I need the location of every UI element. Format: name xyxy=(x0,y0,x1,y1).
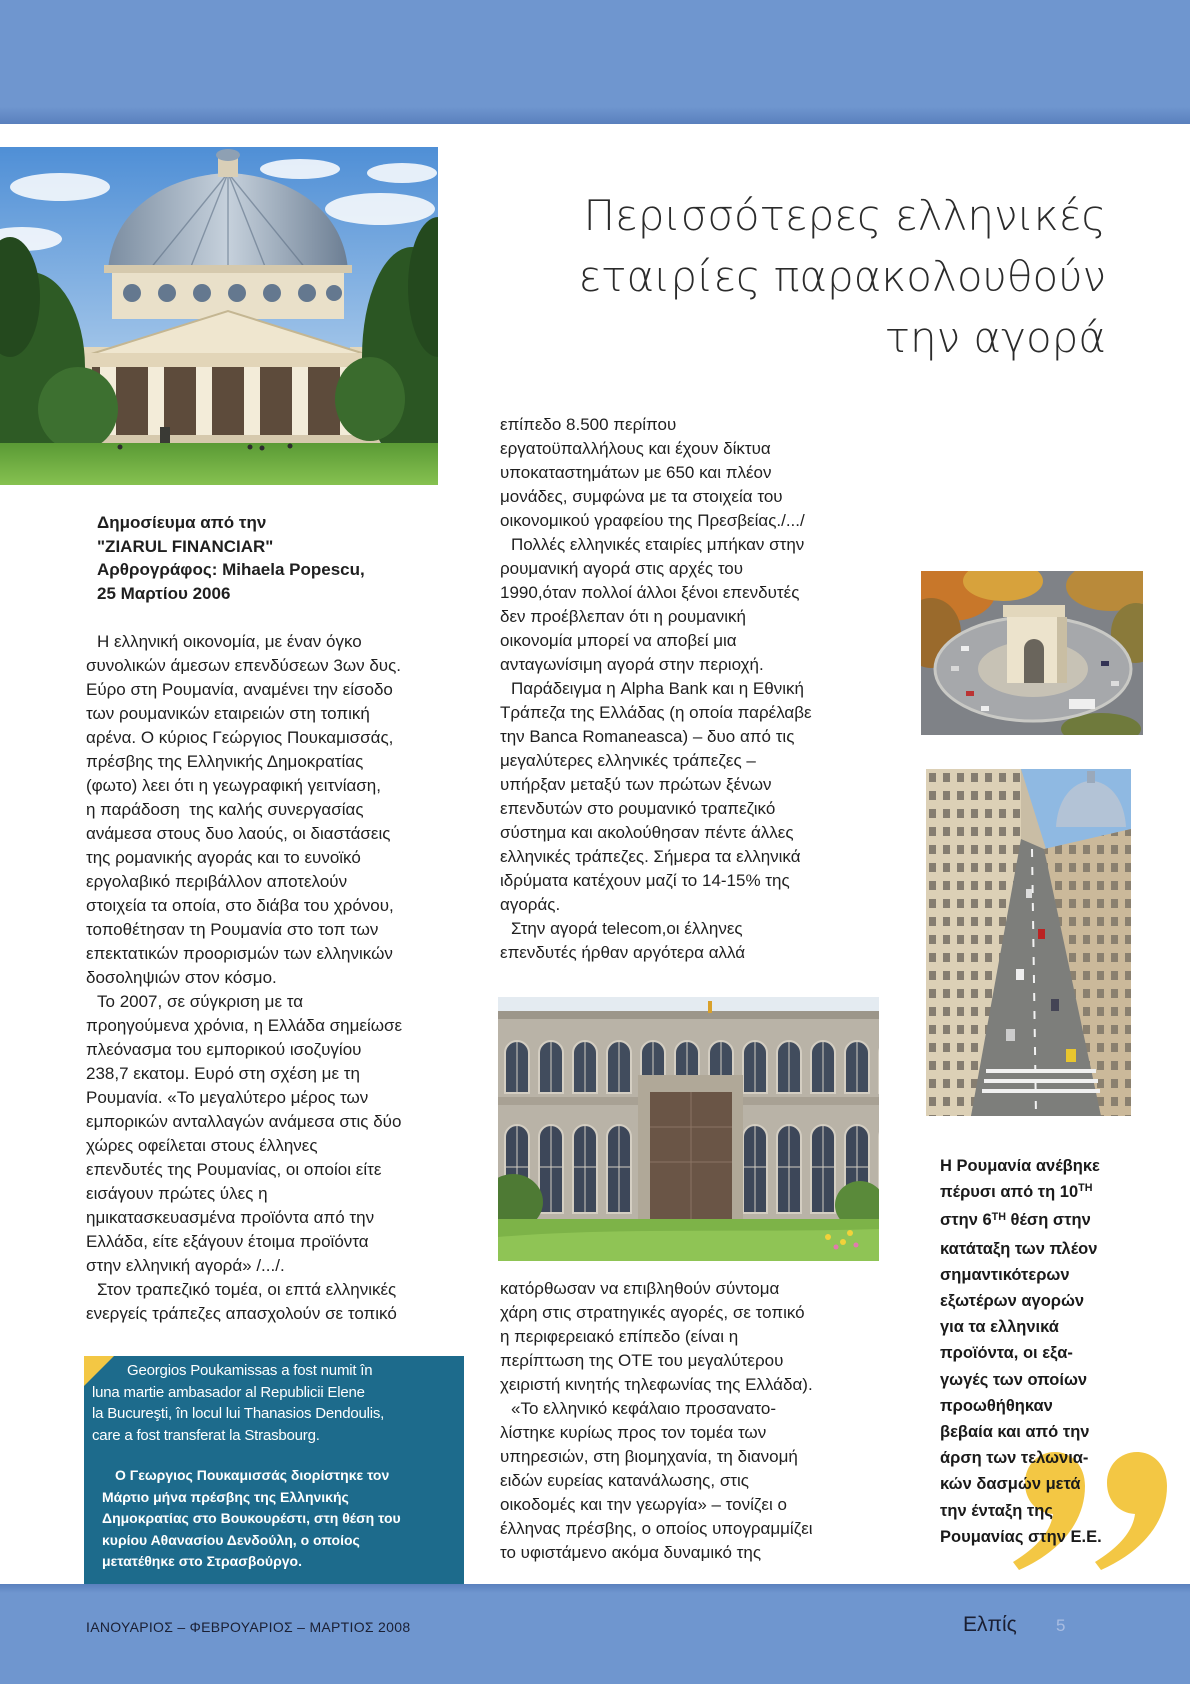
text-line: δεν προέβλεπαν ότι η ρουμανική xyxy=(500,607,746,626)
text-line: στοιχεία τα οποία, στο διάβα του χρόνου, xyxy=(86,896,394,915)
text-line: την Banca Romaneasca) – δυο από τις xyxy=(500,727,795,746)
pull-quote-line xyxy=(940,1179,1102,1207)
pull-quote-line: προωθήθηκαν xyxy=(940,1396,1053,1415)
article-title xyxy=(578,185,1106,368)
text-line: αρένα. Ο κύριος Γεώργιος Πουκαμισσάς, xyxy=(86,728,394,747)
text-line: οικονομικού γραφείου της Πρεσβείας./.../ xyxy=(500,511,805,530)
note-line: Δημοκρατίας στο Βουκουρέστι, στη θέση του xyxy=(102,1510,401,1526)
title-line: Περισσότερες ελληνικές xyxy=(583,191,1106,240)
text-line: ανταγωνίσιμη αγορά στην περιοχή. xyxy=(500,655,764,674)
text-line: εργολαβικό περιβάλλον αποτελούν xyxy=(86,872,348,891)
text-line: σύστημα και ακολούθησαν πέντε άλλες xyxy=(500,823,794,842)
issue-date: ΙΑΝΟΥΑΡΙΟΣ – ΦΕΒΡΟΥΑΡΙΟΣ – ΜΑΡΤΙΟΣ 2008 xyxy=(86,1619,411,1635)
text-line: μεγαλύτερες ελληνικές τράπεζες – xyxy=(500,751,756,770)
page-number: 5 xyxy=(1056,1616,1066,1635)
text-line: επίπεδο 8.500 περίπου xyxy=(500,415,677,434)
line-text: πέρυσι από τη 10 xyxy=(940,1183,1079,1202)
text-line: ελληνικές τράπεζες. Σήμερα τα ελληνικά xyxy=(500,847,801,866)
title-line: την αγορά xyxy=(884,313,1106,362)
superscript: ΤΗ xyxy=(991,1210,1006,1223)
text-line: ημικατασκευασμένα προϊόντα από την xyxy=(86,1208,375,1227)
note-line: la Bucureşti, în locul lui Thanasios Dendoulis, xyxy=(92,1405,385,1423)
ambassador-note-box xyxy=(84,1356,464,1584)
text-line: ειδών ευρείας κατανάλωσης, στις xyxy=(500,1471,749,1490)
text-line: 1990,όταν πολλοί άλλοι ξένοι επενδυτές xyxy=(500,583,800,602)
text-line: το υφιστάμενο ακόμα δυναμικό της xyxy=(500,1543,762,1562)
byline-line: 25 Μαρτίου 2006 xyxy=(97,583,231,603)
title-line: εταιρίες παρακολουθούν xyxy=(578,252,1106,301)
text-line: Η ελληνική οικονομία, με έναν όγκο xyxy=(97,632,362,651)
left-column-text xyxy=(86,630,402,1326)
middle-column-text-bottom xyxy=(500,1277,813,1565)
note-line: Ο Γεωργιος Πουκαμισσάς διορίστηκε τον xyxy=(115,1467,390,1483)
pull-quote-line: την ένταξη της xyxy=(940,1501,1053,1520)
triumphal-arch-photo xyxy=(921,571,1143,735)
pull-quote-line: κατάταξη των πλέον xyxy=(940,1239,1098,1258)
text-line: Παράδειγμα η Alpha Bank και η Εθνική xyxy=(511,679,804,698)
text-line: στην ελληνική αγορά» /.../. xyxy=(86,1256,285,1275)
city-street-photo xyxy=(926,769,1131,1116)
note-line: care a fost transferat la Strasbourg. xyxy=(92,1426,320,1444)
middle-column-text-top xyxy=(500,413,812,965)
text-line: προηγούμενα χρόνια, η Ελλάδα σημείωσε xyxy=(86,1016,403,1035)
text-line: Το 2007, σε σύγκριση με τα xyxy=(97,992,304,1011)
note-line: μετατέθηκε στο Στρασβούργο. xyxy=(102,1553,302,1569)
text-line: Τράπεζα της Ελλάδας (η οποία παρέλαβε xyxy=(500,703,812,722)
text-line: χώρες οφείλεται στους έλληνες xyxy=(86,1136,318,1155)
text-line: της ρομανικής αγοράς και το ευνοϊκό xyxy=(86,848,361,867)
byline-line: "ZIARUL FINANCIAR" xyxy=(97,536,274,556)
byline xyxy=(97,511,365,605)
arched-building-photo xyxy=(498,997,879,1261)
pull-quote-line xyxy=(940,1207,1102,1235)
text-line: εργατοϋπαλλήλους και έχουν δίκτυα xyxy=(500,439,771,458)
text-line: έλληνας πρέσβης, ο οποίος υπογραμμίζει xyxy=(500,1519,813,1538)
text-line: ρουμανική αγορά στις αρχές του xyxy=(500,559,744,578)
byline-line: Αρθρογράφος: Mihaela Popescu, xyxy=(97,560,365,580)
pull-quote-line: βεβαία και από την xyxy=(940,1423,1090,1442)
text-line: τοποθέτησαν τη Ρουμανία στο τοπ των xyxy=(86,920,379,939)
text-line: πρέσβης της Ελληνικής Δημοκρατίας xyxy=(86,752,364,771)
text-line: ενεργείς τράπεζες απασχολούν σε τοπικό xyxy=(86,1304,397,1323)
text-line: Στην αγορά telecom,οι έλληνες xyxy=(511,919,743,938)
text-line: Πολλές ελληνικές εταιρίες μπήκαν στην xyxy=(511,535,805,554)
text-line: υποκαταστημάτων με 650 και πλέον xyxy=(500,463,772,482)
text-line: εμπορικών ανταλλαγών ανάμεσα στις δύο xyxy=(86,1112,402,1131)
pull-quote-line: σημαντικότερων xyxy=(940,1265,1070,1284)
text-line: υπήρξαν μεταξύ των πρώτων ξένων xyxy=(500,775,772,794)
line-text: στην 6 xyxy=(940,1211,992,1230)
text-line: Εύρο στη Ρουμανία, αναμένει την είσοδο xyxy=(86,680,393,699)
pull-quote-line: εξωτέρων αγορών xyxy=(940,1292,1085,1311)
romanian-note xyxy=(92,1360,384,1446)
note-line: κυρίου Αθανασίου Δενδούλη, ο οποίος xyxy=(102,1531,360,1548)
text-line: επενδυτές ήρθαν αργότερα αλλά xyxy=(500,943,746,962)
pull-quote-line: για τα ελληνικά xyxy=(940,1318,1059,1337)
pull-quote-line: γωγές των οποίων xyxy=(940,1370,1088,1389)
note-line: Georgios Poukamissas a fost numit în xyxy=(127,1362,373,1379)
text-line: οικοδομές και την γεωργία» – τονίζει ο xyxy=(500,1495,787,1514)
text-line: (φωτο) λεει ότι η γεωγραφική γειτνίαση, xyxy=(86,776,381,795)
superscript: ΤΗ xyxy=(1078,1182,1093,1195)
text-line: δοσοληψιών στον κόσμο. xyxy=(86,968,277,987)
text-line: υπηρεσιών, στη βιομηχανία, τη διανομή xyxy=(500,1447,798,1466)
text-line: Στον τραπεζικό τομέα, οι επτά ελληνικές xyxy=(97,1280,397,1299)
byline-line: Δημοσίευμα από την xyxy=(97,513,267,532)
pull-quote xyxy=(940,1153,1102,1550)
text-line: κατόρθωσαν να επιβληθούν σύντομα xyxy=(500,1279,780,1298)
text-line: των ρουμανικών εταιρειών στη τοπική xyxy=(86,704,370,723)
line-text: θέση στην xyxy=(1005,1211,1091,1230)
magazine-name: Ελπίς xyxy=(963,1613,1017,1636)
text-line: επενδυτών στο ρουμανικό τραπεζικό xyxy=(500,799,776,818)
text-line: Ελλάδα, είτε εξάγουν έτοιμα προϊόντα xyxy=(86,1232,369,1251)
text-line: 238,7 εκατομ. Ευρό στη σχέση με τη xyxy=(86,1064,360,1083)
text-line: λίστηκε κυρίως προς τον τομέα των xyxy=(500,1423,767,1442)
text-line: η παράδοση της καλής συνεργασίας xyxy=(86,800,364,819)
pull-quote-line: κών δασμών μετά xyxy=(940,1475,1081,1494)
athenaeum-photo xyxy=(0,147,438,485)
text-line: συνολικών άμεσων επενδύσεων 3ων δυς. xyxy=(86,656,402,675)
text-line: ανάμεσα στους δυο λαούς, οι διαστάσεις xyxy=(86,824,391,843)
text-line: επενδυτές της Ρουμανίας, οι οποίοι είτε xyxy=(86,1160,382,1179)
text-line: «Το ελληνικό κεφάλαιο προσανατο- xyxy=(511,1399,776,1418)
text-line: Ρουμανία. «Το μεγαλύτερο μέρος των xyxy=(86,1088,369,1107)
text-line: αγοράς. xyxy=(500,895,561,914)
text-line: μονάδες, συμφώνα με τα στοιχεία του xyxy=(500,487,783,506)
text-line: πλεόνασμα του εμπορικού ισοζυγίου xyxy=(86,1040,362,1059)
note-line: Μάρτιο μήνα πρέσβης της Ελληνικής xyxy=(102,1488,349,1505)
text-line: χάρη στις στρατηγικές αγορές, σε τοπικό xyxy=(500,1303,805,1322)
text-line: χειριστή κινητής τηλεφωνίας της Ελλάδα). xyxy=(500,1375,813,1394)
text-line: ιδρύματα κατέχουν μαζί το 14-15% της xyxy=(500,871,790,890)
text-line: η περιφερειακό επίπεδο (είναι η xyxy=(500,1327,739,1346)
text-line: επεκτατικών προορισμών των ελληνικών xyxy=(86,944,393,963)
text-line: εισάγουν πρώτες ύλες η xyxy=(86,1184,268,1203)
pull-quote-line: Η Ρουμανία ανέβηκε xyxy=(940,1157,1100,1175)
note-line: luna martie ambasador al Republicii Elene xyxy=(92,1383,365,1401)
text-line: οικονομία μπορεί να αποβεί μια xyxy=(500,631,737,650)
header-band xyxy=(0,0,1190,124)
pull-quote-line: Ρουμανίας στην Ε.Ε. xyxy=(940,1527,1102,1546)
pull-quote-line: προϊόντα, οι εξα- xyxy=(940,1344,1073,1363)
greek-note xyxy=(102,1465,401,1573)
text-line: περίπτωση της ΟΤΕ του μεγαλύτερου xyxy=(500,1351,784,1370)
pull-quote-line: άρση των τελωνια- xyxy=(940,1449,1089,1468)
